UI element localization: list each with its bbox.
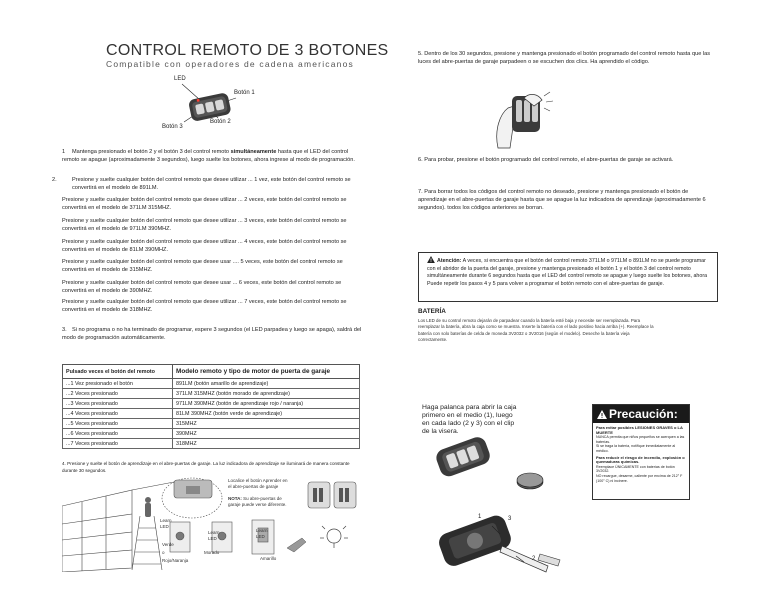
table-cell: ...4 Veces presionado xyxy=(63,409,173,419)
caution-line: NO recargue, desarme, caliente por encima de 212° F (100° C) ni incinere. xyxy=(596,473,683,483)
step-6 xyxy=(418,156,716,164)
table-cell: ...2 Veces presionado xyxy=(63,389,173,399)
table-cell: ...6 Veces presionado xyxy=(63,429,173,439)
figure-number-1: 1 xyxy=(478,514,482,520)
page-title: CONTROL REMOTO DE 3 BOTONES xyxy=(106,42,389,59)
attention-box xyxy=(418,252,718,302)
attention-text: A veces, si encuentra que el botón del control remoto 371LM o 971LM o 891LM no se puede programar con el abridor de la puerta del garaje, presione y mantenga presionado el botón 1 y el botón 3 del control remoto simultáneamente durante 6 segundos hasta que el LED del control remoto se apague y luego suelte los botones, ahora Puede repetir los pasos 4 y 5 para volver a programar el botón remoto con el abre-puertas de garaje. xyxy=(427,258,708,287)
color-label-rojo: Rojo/Naranja xyxy=(162,558,189,563)
step-1-text-post: hasta que el LED del control remoto se apague (aproximadamente 3 segundos), luego suelte los botones, ahora ingrese al modo de programación. xyxy=(62,149,355,163)
table-header-model: Modelo remoto y tipo de motor de puerta de garaje xyxy=(173,365,360,379)
step-5 xyxy=(418,50,716,66)
press-paragraph: Presione y suelte cualquier botón del control remoto que desee usar .... 5 veces, este botón del control remoto se convertirá en el modelo de 315MHZ. xyxy=(62,259,343,273)
step-4-text: Presione y suelte el botón de aprendizaje en el abre-puertas de garaje. La luz indicadora de aprendizaje se iluminará de manera constante durante 30 segundos. xyxy=(62,461,350,473)
step-1-number: 1 xyxy=(62,149,66,155)
caution-warning-icon xyxy=(597,410,607,419)
garage-note-text: Su abre-puertas de garaje puede verse diferente. xyxy=(228,496,287,507)
table-cell: 81LM 390MHZ (botón verde de aprendizaje) xyxy=(173,409,360,419)
learn-led-label-2: Learn LED xyxy=(208,530,220,541)
label-led: LED xyxy=(174,76,186,82)
color-label-verde: Verde xyxy=(162,542,174,547)
step-5-text: Dentro de los 30 segundos, presione y mantenga presionado el botón programado del control remoto hasta que las luces del abre-puertas de garaje parpadeen o se escuchen dos clics. Ha aprendido el código. xyxy=(418,51,711,65)
step-6-text: Para probar, presione el botón programado del control remoto, el abre-puertas de garaje se activará. xyxy=(424,157,674,163)
step-3-number: 3. xyxy=(62,327,67,333)
caution-header xyxy=(593,405,689,423)
caution-title: Precaución: xyxy=(609,407,678,421)
table-cell: 891LM (botón amarillo de aprendizaje) xyxy=(173,379,360,389)
figure-number-3: 3 xyxy=(508,516,512,522)
step-1 xyxy=(62,148,362,164)
lever-instruction: Haga palanca para abrir la caja primero en el medio (1), luego en cada lado (2 y 3) con el clip de la visera. xyxy=(422,404,517,435)
garage-callout: Localice el botón Aprender en el abre-puertas de garaje xyxy=(228,478,288,489)
step-3-text: Si no programa o no ha terminado de programar, espere 3 segundos (el LED parpadea y luego se apaga), saldrá del modo de programación automáticamente. xyxy=(62,327,362,341)
label-boton-1: Botón 1 xyxy=(234,90,255,96)
garage-note xyxy=(228,496,290,508)
step-3 xyxy=(62,326,362,342)
table-row xyxy=(63,429,360,439)
remote-figure xyxy=(160,76,260,136)
attention-label: Atención: xyxy=(437,258,462,264)
step-7-number: 7. xyxy=(418,189,423,195)
caution-line: Para evitar posibles LESIONES GRAVES o LA MUERTE xyxy=(596,425,683,435)
table-header-row xyxy=(63,365,360,379)
hand-remote-illustration xyxy=(490,90,560,150)
table-row xyxy=(63,399,360,409)
figure-number-2: 2 xyxy=(532,556,536,562)
step-2-text: Presione y suelte cualquier botón del control remoto que desee utilizar ... 1 vez, este botón del control remoto se convertirá en el modelo de 891LM. xyxy=(72,177,351,191)
color-label-morado: Morado xyxy=(204,550,220,555)
step-1-text-pre: Mantenga presionado el botón 2 y el botón 3 del control remoto xyxy=(72,149,231,155)
table-row xyxy=(63,439,360,449)
table-cell: 390MHZ xyxy=(173,429,360,439)
warning-icon xyxy=(427,256,435,263)
caution-body xyxy=(593,423,689,486)
press-paragraph: Presione y suelte cualquier botón del control remoto que desee utilizar ... 4 veces, este botón del control remoto se convertirá en el modelo de 81LM 390MHZ. xyxy=(62,239,347,253)
page-subtitle: Compatible con operadores de cadena americanos xyxy=(106,59,354,69)
table-header-presses: Pulsado veces el botón del remoto xyxy=(63,365,173,379)
models-table xyxy=(62,364,360,449)
table-cell: ...3 Veces presionado xyxy=(63,399,173,409)
table-row xyxy=(63,419,360,429)
caution-line: NUNCA permita que niños pequeños se acerquen a las baterías. xyxy=(596,435,685,444)
caution-line: Si se traga la batería, notifique inmediatamente al médico. xyxy=(596,444,676,453)
press-paragraph: Presione y suelte cualquier botón del control remoto que desee utilizar ... 2 veces, este botón del control remoto se convertirá en el modelo de 371LM 315MHZ. xyxy=(62,197,347,211)
step-7-text: Para borrar todos los códigos del control remoto no deseado, presione y mantenga presionado el botón de aprendizaje en el abre-puertas de garaje hasta que se apague la luz indicadora de aprendizaje (aproximadamente 6 segundos). todos los códigos anteriores se borran. xyxy=(418,189,706,211)
table-row xyxy=(63,409,360,419)
caution-line: Para reducir el riesgo de incendio, explosión o quemaduras químicas. xyxy=(596,454,685,465)
step-4-number: 4. xyxy=(62,461,66,466)
table-cell: ...7 Veces presionado xyxy=(63,439,173,449)
caution-panel xyxy=(592,404,690,500)
caution-line: Reemplace ÚNICAMENTE con baterías de botón 3V2032. xyxy=(596,464,675,474)
battery-text: Los LED de su control remoto dejarán de parpadear cuando la batería esté baja y necesite ser reemplazada. Para reemplazar la batería, abra la caja como se muestra. Inserte la batería con el lado positivo hacia arriba (+). Reemplace la batería con solo baterías de celda de moneda 3V2032 o 3V2016 (según el modelo). Deseche la batería vieja correctamente. xyxy=(418,318,654,343)
hand-remote-figure xyxy=(490,90,560,150)
garage-figure xyxy=(62,476,362,572)
table-cell: ...5 Veces presionado xyxy=(63,419,173,429)
press-paragraph: Presione y suelte cualquier botón del control remoto que desee utilizar ... 3 veces, este botón del control remoto se convertirá en el modelo de 971LM 390MHZ. xyxy=(62,218,347,232)
battery-heading: BATERÍA xyxy=(418,308,446,315)
garage-illustration xyxy=(62,476,362,572)
step-4 xyxy=(62,461,362,474)
battery-figure xyxy=(420,430,570,580)
table-cell: ...1 Vez presionado el botón xyxy=(63,379,173,389)
step-2 xyxy=(52,176,362,192)
table-cell: 318MHZ xyxy=(173,439,360,449)
step-6-number: 6. xyxy=(418,157,423,163)
step-1-text-bold: simultáneamente xyxy=(230,149,277,155)
color-label-o: o xyxy=(162,550,165,555)
label-boton-2: Botón 2 xyxy=(210,119,231,125)
color-label-amarillo: Amarillo xyxy=(260,556,277,561)
learn-led-label-3: Learn LED xyxy=(256,528,268,539)
step-2-number: 2. xyxy=(52,177,57,183)
press-paragraph: Presione y suelte cualquier botón del control remoto que desee usar ... 6 veces, este botón del control remoto se convertirá en el modelo de 390MHZ. xyxy=(62,280,342,294)
table-cell: 315MHZ xyxy=(173,419,360,429)
garage-note-label: NOTA: xyxy=(228,496,242,501)
learn-led-label-1: Learn LED xyxy=(160,518,172,529)
label-boton-3: Botón 3 xyxy=(162,124,183,130)
step-7 xyxy=(418,188,716,212)
table-cell: 971LM 390MHZ (botón de aprendizaje rojo / naranja) xyxy=(173,399,360,409)
table-cell: 371LM 315MHZ (botón morado de aprendizaje) xyxy=(173,389,360,399)
press-paragraph: Presione y suelte cualquier botón del control remoto que desee utilizar ... 7 veces, este botón del control remoto se convertirá en el modelo de 318MHZ. xyxy=(62,299,347,313)
table-row xyxy=(63,389,360,399)
table-row xyxy=(63,379,360,389)
battery-illustration xyxy=(420,430,570,580)
step-5-number: 5. xyxy=(418,51,423,57)
